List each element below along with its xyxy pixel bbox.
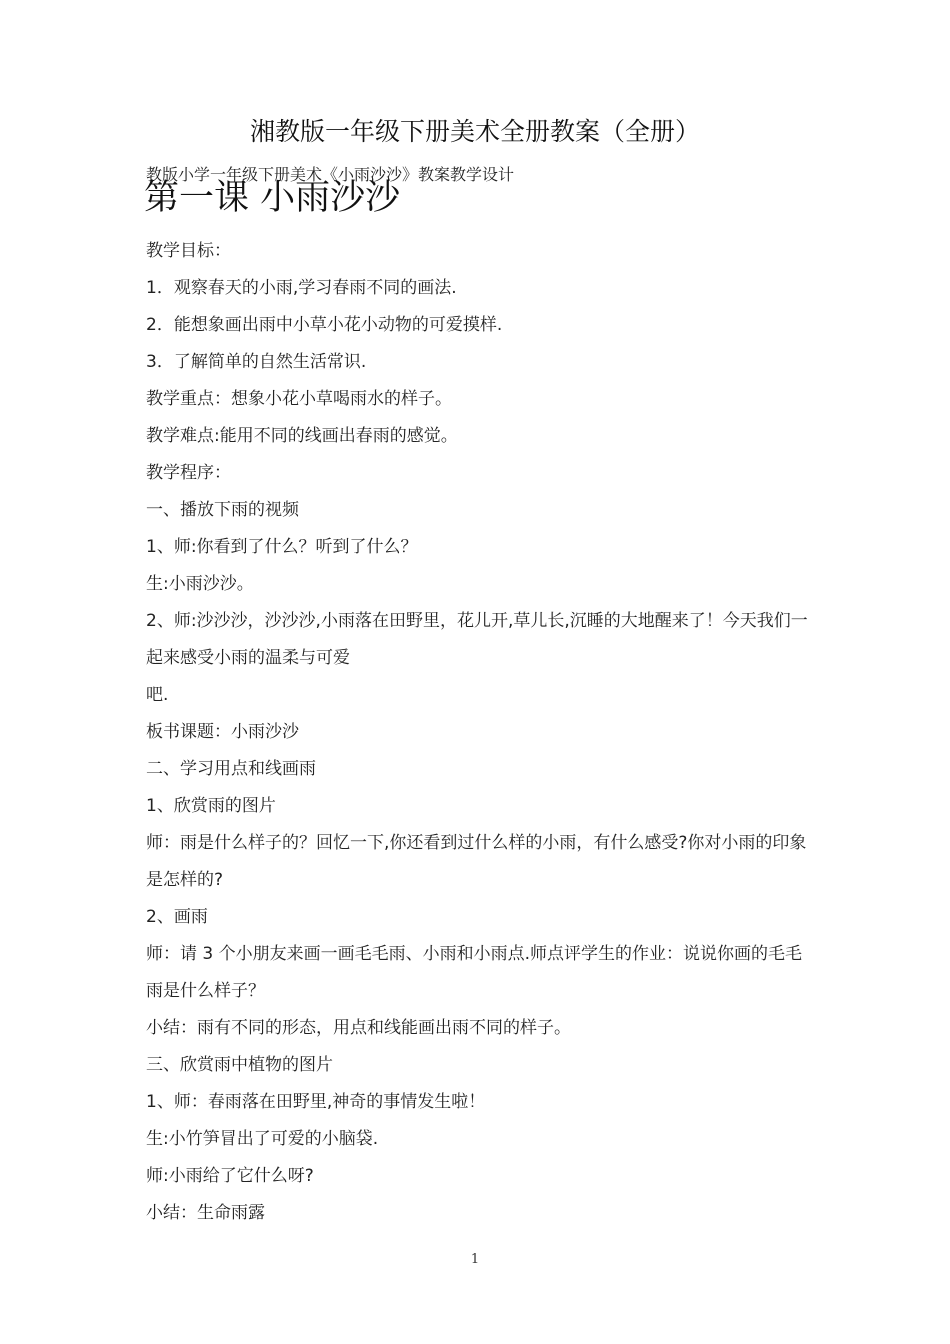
body-line: 2．能想象画出雨中小草小花小动物的可爱摸样. <box>146 315 503 335</box>
body-line: 师：雨是什么样子的？回忆一下,你还看到过什么样的小雨，有什么感受?你对小雨的印象是怎样的? <box>146 833 807 890</box>
body-line: 板书课题：小雨沙沙 <box>146 722 299 742</box>
body-line: 1、欣赏雨的图片 <box>146 796 276 816</box>
document-body <box>146 233 811 1232</box>
body-line: 小结：生命雨露 <box>146 1203 265 1223</box>
body-line: 2、师:沙沙沙，沙沙沙,小雨落在田野里，花儿开,草儿长,沉睡的大地醒来了！今天我们一起来感受小雨的温柔与可爱 <box>146 611 808 668</box>
body-line: 1．观察春天的小雨,学习春雨不同的画法. <box>146 278 457 298</box>
body-line: 吧. <box>146 685 169 705</box>
body-line: 师:小雨给了它什么呀? <box>146 1166 314 1186</box>
body-line: 2、画雨 <box>146 907 208 927</box>
body-line: 1、师:你看到了什么？听到了什么？ <box>146 537 418 557</box>
body-line: 生:小竹笋冒出了可爱的小脑袋. <box>146 1129 379 1149</box>
body-line: 生:小雨沙沙。 <box>146 574 254 594</box>
body-line: 三、欣赏雨中植物的图片 <box>146 1055 333 1075</box>
body-line: 师：请 3 个小朋友来画一画毛毛雨、小雨和小雨点.师点评学生的作业：说说你画的毛毛雨是什么样子？ <box>146 944 803 1001</box>
page-number: 1 <box>470 1252 480 1267</box>
body-line: 教学目标： <box>146 241 231 261</box>
document-title: 湘教版一年级下册美术全册教案（全册） <box>249 117 700 146</box>
body-line: 教学程序： <box>146 463 231 483</box>
body-line: 二、学习用点和线画雨 <box>146 759 316 779</box>
body-line: 3．了解简单的自然生活常识. <box>146 352 367 372</box>
body-line: 教学重点：想象小花小草喝雨水的样子。 <box>146 389 452 409</box>
document-subtitle: 教版小学一年级下册美术《小雨沙沙》教案教学设计 <box>146 165 515 184</box>
body-line: 1、师：春雨落在田野里,神奇的事情发生啦！ <box>146 1092 486 1112</box>
body-line: 教学难点:能用不同的线画出春雨的感觉。 <box>146 426 458 446</box>
body-line: 小结：雨有不同的形态，用点和线能画出雨不同的样子。 <box>146 1018 571 1038</box>
body-line: 一、播放下雨的视频 <box>146 500 299 520</box>
lesson-heading: 第一课 小雨沙沙 <box>144 178 401 218</box>
